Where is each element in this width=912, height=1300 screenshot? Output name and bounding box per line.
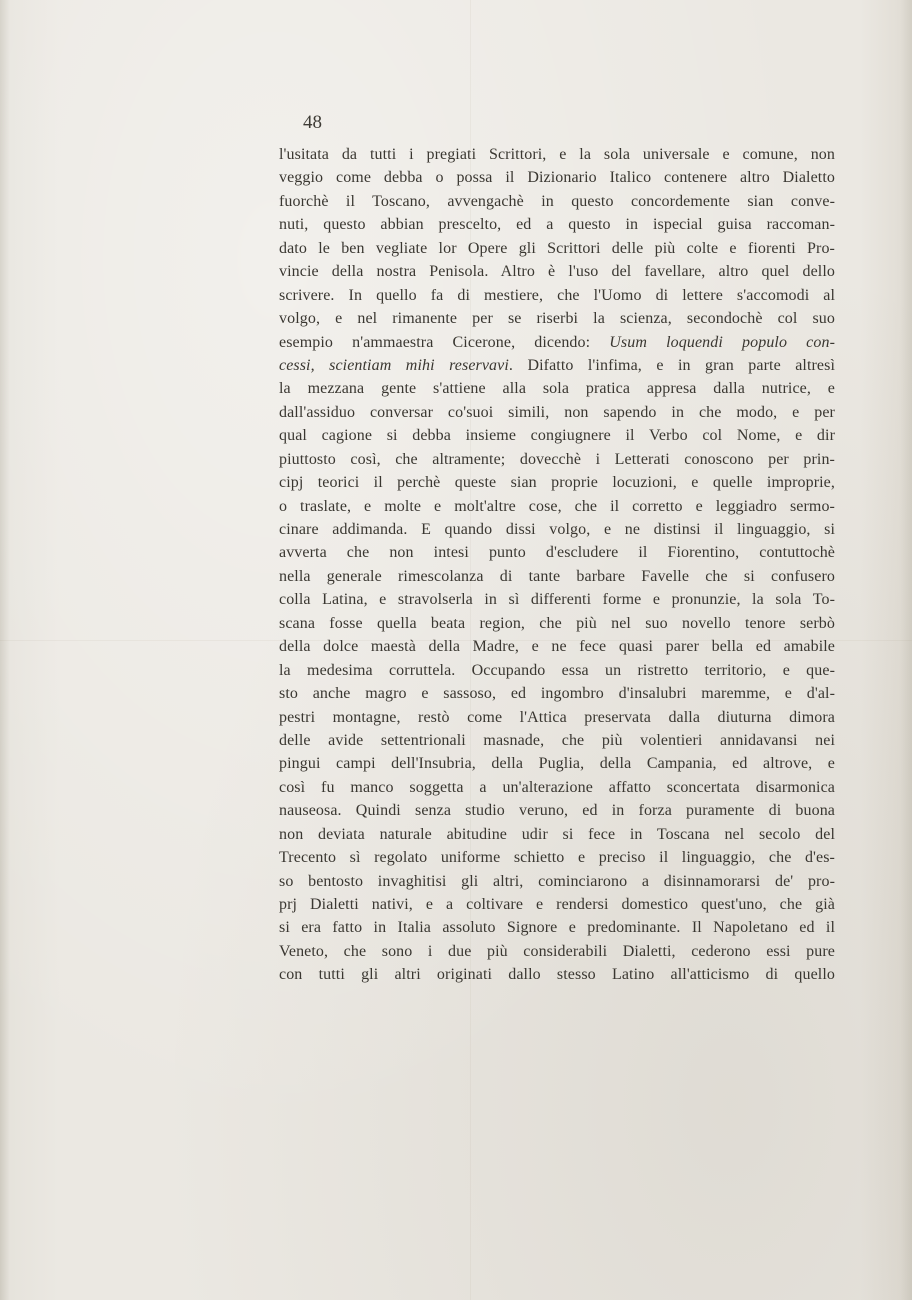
text-line: pingui campi dell'Insubria, della Puglia, della Campania, ed altrove, e bbox=[279, 755, 835, 773]
text-line bbox=[279, 331, 835, 354]
text-line: sto anche magro e sassoso, ed ingombro d'insalubri maremme, e d'al- bbox=[279, 685, 835, 703]
text-line: Veneto, che sono i due più considerabili Dialetti, cederono essi pure bbox=[279, 942, 835, 960]
text-line: so bentosto invaghitisi gli altri, cominciarono a disinnamorarsi de' pro- bbox=[279, 872, 835, 890]
text-line: volgo, e nel rimanente per se riserbi la scienza, secondochè col suo bbox=[279, 310, 835, 328]
text-line: della dolce maestà della Madre, e ne fece quasi parer bella ed amabile bbox=[279, 638, 835, 656]
text-line: qual cagione si debba insieme congiugnere il Verbo col Nome, e dir bbox=[279, 427, 835, 445]
text-line: nella generale rimescolanza di tante barbare Favelle che si confusero bbox=[279, 567, 835, 585]
text-line: non deviata naturale abitudine udir si fece in Toscana nel secolo del bbox=[279, 825, 835, 843]
text-line: la medesima corruttela. Occupando essa un ristretto territorio, e que- bbox=[279, 661, 835, 679]
text-line: la mezzana gente s'attiene alla sola pratica appresa dalla nutrice, e bbox=[279, 380, 835, 398]
text-line: vincie della nostra Penisola. Altro è l'uso del favellare, altro quel dello bbox=[279, 263, 835, 281]
text-line: si era fatto in Italia assoluto Signore e predominante. Il Napoletano ed il bbox=[279, 919, 835, 937]
text-line: cipj teorici il perchè queste sian proprie locuzioni, e quelle improprie, bbox=[279, 474, 835, 492]
text-line: nauseosa. Quindi senza studio veruno, ed in forza puramente di buona bbox=[279, 802, 835, 820]
text-line: o traslate, e molte e molt'altre cose, che il corretto e leggiadro sermo- bbox=[279, 497, 835, 515]
text-line: veggio come debba o possa il Dizionario Italico contenere altro Dialetto bbox=[279, 169, 835, 187]
text-line: cinare addimanda. E quando dissi volgo, e ne distinsi il linguaggio, si bbox=[279, 521, 835, 538]
text-line: dato le ben vegliate lor Opere gli Scrittori delle più colte e fiorenti Pro- bbox=[279, 239, 835, 257]
text-line: avverta che non intesi punto d'escludere il Fiorentino, contuttochè bbox=[279, 544, 835, 562]
text-line: Trecento sì regolato uniforme schietto e preciso il linguaggio, che d'es- bbox=[279, 849, 835, 867]
latin-quote: Usum loquendi populo con- bbox=[609, 333, 836, 351]
text-line: colla Latina, e stravolserla in sì differenti forme e pronunzie, la sola To- bbox=[279, 591, 835, 609]
text-line: nuti, questo abbian prescelto, ed a questo in ispecial guisa raccoman- bbox=[279, 216, 835, 234]
text-line: pestri montagne, restò come l'Attica preservata dalla diuturna dimora bbox=[279, 708, 835, 726]
text-line: fuorchè il Toscano, avvengachè in questo concordemente sian conve- bbox=[279, 192, 835, 210]
latin-quote: cessi, scientiam mihi reservavi bbox=[279, 356, 509, 374]
text-segment: . Difatto l'infima, e in gran parte altresì bbox=[508, 356, 835, 374]
text-line: delle avide settentrionali masnade, che più volentieri annidavansi nei bbox=[279, 731, 835, 749]
text-line: con tutti gli altri originati dallo stesso Latino all'atticismo di quello bbox=[279, 966, 835, 984]
text-line bbox=[279, 354, 835, 377]
text-line: scana fosse quella beata region, che più nel suo novello tenore serbò bbox=[279, 614, 835, 632]
text-line: scrivere. In quello fa di mestiere, che l'Uomo di lettere s'accomodi al bbox=[279, 286, 835, 304]
text-line: dall'assiduo conversar co'suoi simili, non sapendo in che modo, e per bbox=[279, 403, 835, 421]
page-number: 48 bbox=[303, 112, 322, 133]
text-line: così fu manco soggetta a un'alterazione affatto sconcertata disarmonica bbox=[279, 778, 835, 796]
body-text bbox=[279, 143, 835, 987]
text-line: prj Dialetti nativi, e a coltivare e rendersi domestico quest'uno, che già bbox=[279, 896, 835, 913]
text-line: l'usitata da tutti i pregiati Scrittori, e la sola universale e comune, non bbox=[279, 146, 835, 163]
text-line: piuttosto così, che altramente; dovecchè i Letterati conoscono per prin- bbox=[279, 450, 835, 468]
text-segment: esempio n'ammaestra Cicerone, dicendo: bbox=[279, 333, 610, 351]
